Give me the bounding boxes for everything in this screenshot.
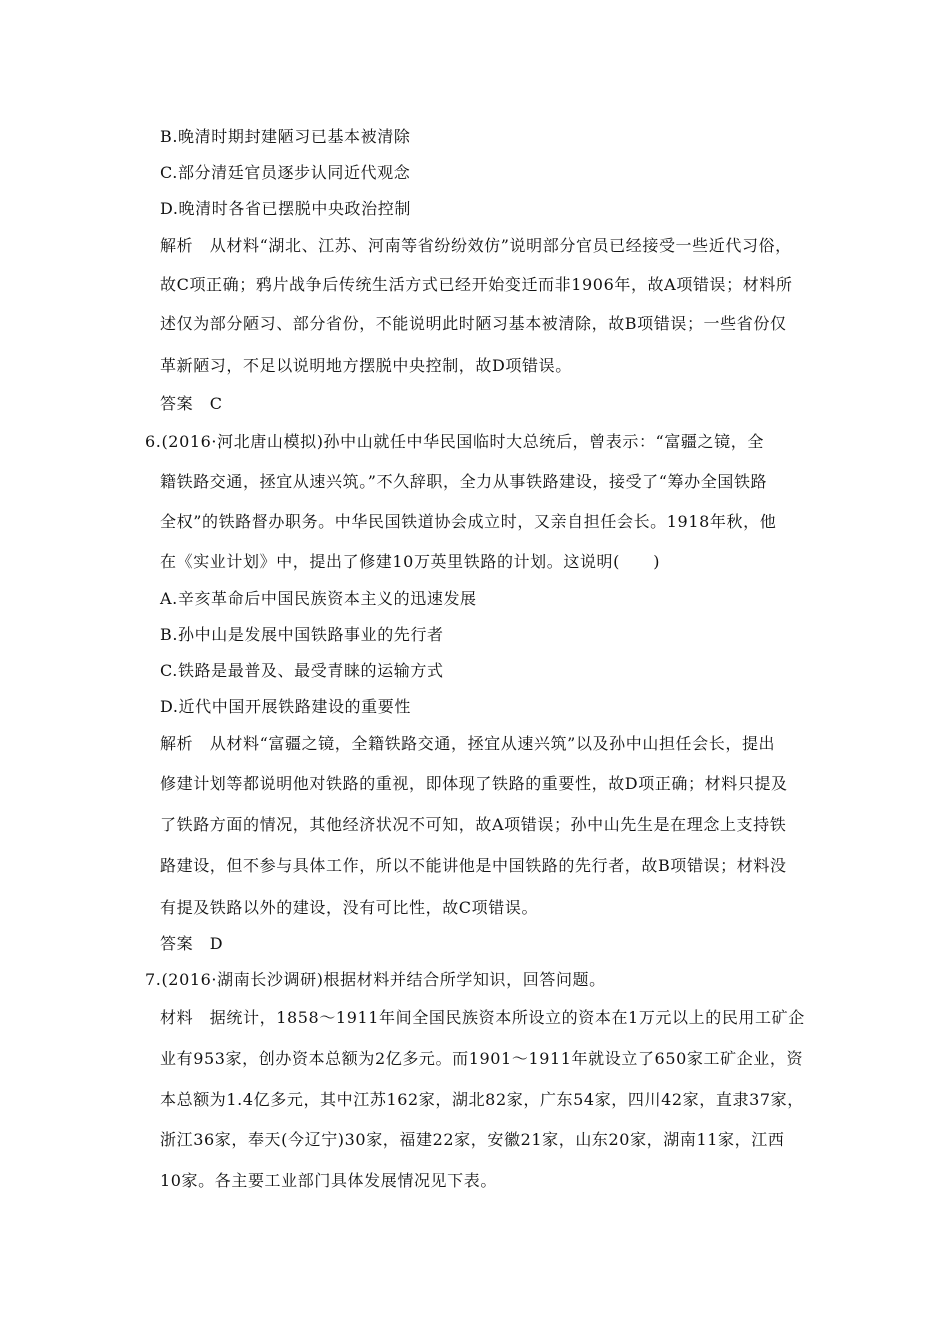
- q6-answer: 答案 D: [160, 934, 224, 953]
- q6-option-a: A.辛亥革命后中国民族资本主义的迅速发展: [160, 589, 477, 608]
- q7-material-line: 业有953家，创办资本总额为2亿多元。而1901～1911年就设立了650家工矿企业，资: [160, 1049, 804, 1068]
- q5-option-c: C.部分清廷官员逐步认同近代观念: [160, 163, 411, 182]
- q5-answer: 答案 C: [160, 394, 223, 413]
- q7-material-line: 10家。各主要工业部门具体发展情况见下表。: [160, 1171, 497, 1190]
- q6-analysis-line: 解析 从材料“富疆之镜，全籍铁路交通，拯宜从速兴筑”以及孙中山担任会长，提出: [160, 734, 776, 753]
- q5-analysis-line: 故C项正确；鸦片战争后传统生活方式已经开始变迁而非1906年，故A项错误；材料所: [160, 275, 793, 294]
- q6-stem-line: 6.(2016·河北唐山模拟)孙中山就任中华民国临时大总统后，曾表示：“富疆之镜，全: [145, 432, 764, 451]
- q6-stem-line: 全权”的铁路督办职务。中华民国铁道协会成立时，又亲自担任会长。1918年秋，他: [160, 512, 777, 531]
- q7-stem: 7.(2016·湖南长沙调研)根据材料并结合所学知识，回答问题。: [145, 970, 606, 989]
- q6-analysis-line: 修建计划等都说明他对铁路的重视，即体现了铁路的重要性，故D项正确；材料只提及: [160, 774, 788, 793]
- q6-analysis-line: 了铁路方面的情况，其他经济状况不可知，故A项错误；孙中山先生是在理念上支持铁: [160, 815, 787, 834]
- q6-stem-line: 在《实业计划》中，提出了修建10万英里铁路的计划。这说明( ): [160, 552, 661, 571]
- q6-analysis-line: 路建设，但不参与具体工作，所以不能讲他是中国铁路的先行者，故B项错误；材料没: [160, 856, 787, 875]
- q7-material-line: 浙江36家，奉天(今辽宁)30家，福建22家，安徽21家，山东20家，湖南11家，江西: [160, 1130, 785, 1149]
- q5-analysis-line: 革新陋习，不足以说明地方摆脱中央控制，故D项错误。: [160, 356, 572, 375]
- q6-option-c: C.铁路是最普及、最受青睐的运输方式: [160, 661, 444, 680]
- q6-stem-line: 籍铁路交通，拯宜从速兴筑。”不久辞职，全力从事铁路建设，接受了“筹办全国铁路: [160, 472, 768, 491]
- q5-option-d: D.晚清时各省已摆脱中央政治控制: [160, 199, 411, 218]
- q5-analysis-line: 解析 从材料“湖北、江苏、河南等省纷纷效仿”说明部分官员已经接受一些近代习俗，: [160, 236, 792, 255]
- q5-analysis-line: 述仅为部分陋习、部分省份，不能说明此时陋习基本被清除，故B项错误；一些省份仅: [160, 314, 787, 333]
- q7-material-line: 本总额为1.4亿多元，其中江苏162家，湖北82家，广东54家，四川42家，直隶37家，: [160, 1090, 804, 1109]
- q5-option-b: B.晚清时期封建陋习已基本被清除: [160, 127, 411, 146]
- q7-material-line: 材料 据统计，1858～1911年间全国民族资本所设立的资本在1万元以上的民用工矿企: [160, 1008, 805, 1027]
- q6-analysis-line: 有提及铁路以外的建设，没有可比性，故C项错误。: [160, 898, 539, 917]
- q6-option-d: D.近代中国开展铁路建设的重要性: [160, 697, 411, 716]
- q6-option-b: B.孙中山是发展中国铁路事业的先行者: [160, 625, 444, 644]
